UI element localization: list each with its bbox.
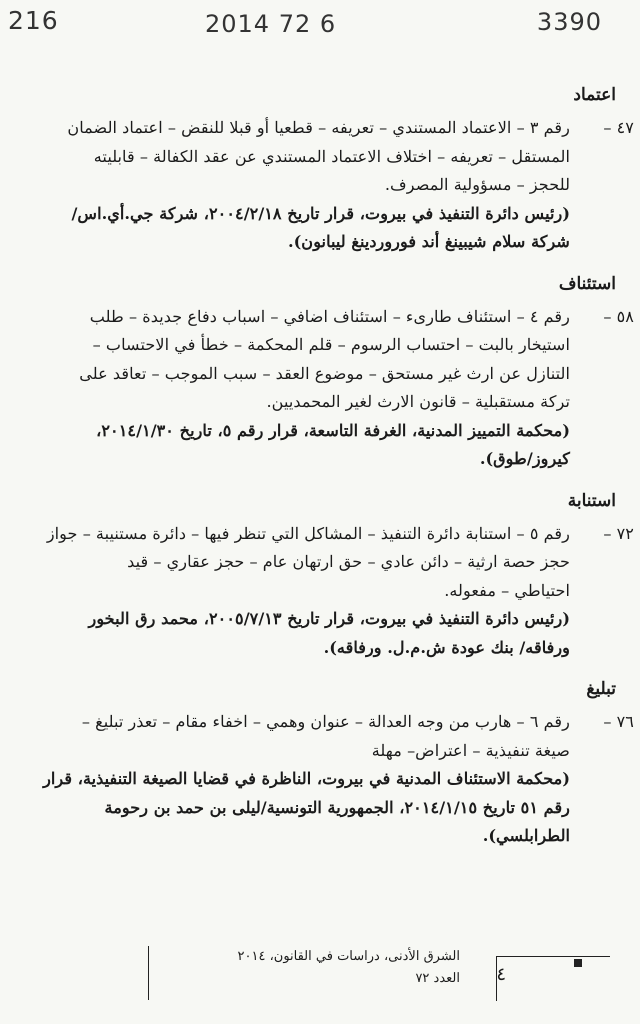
journal-issue: العدد ٧٢ — [415, 971, 460, 986]
entry-line: رقم ٣ – الاعتماد المستندي – تعريفه – قطعيا أو قبلا للنقض – اعتماد الضمان — [67, 118, 570, 137]
entry-line: رقم ٥ – استنابة دائرة التنفيذ – المشاكل التي تنظر فيها – دائرة مستنيبة – جواز — [46, 523, 570, 543]
index-entry — [34, 520, 634, 663]
entry-line: رقم ٤ – استئناف طارىء – استئناف اضافي – اسباب دفاع جديدة – طلب — [89, 306, 570, 326]
entry-line: للحجز – مسؤولية المصرف. — [384, 175, 570, 194]
entry-reference: شركة سلام شيبينغ أند فوروردينغ ليبانون). — [288, 232, 570, 251]
handwritten-note-left: 216 — [8, 6, 59, 35]
section-title: استئناف — [558, 273, 616, 294]
handwritten-note-right: 3390 — [536, 8, 602, 36]
section-title: استنابة — [567, 490, 616, 511]
entry-reference: (محكمة التمييز المدنية، الغرفة التاسعة، قرار رقم ٥، تاريخ ٢٠١٤/١/٣٠، — [96, 420, 570, 440]
journal-citation — [238, 946, 461, 990]
entry-reference: كيروز/طوق). — [479, 449, 570, 468]
section-istinaba — [34, 488, 634, 663]
page-number: ٤ — [496, 964, 506, 985]
entry-reference: ورفاقه/ بنك عودة ش.م.ل. ورفاقه). — [323, 637, 570, 657]
entry-number: ٥٨ – — [603, 306, 634, 326]
index-entry — [34, 114, 634, 257]
entry-number: ٧٦ – — [603, 712, 634, 731]
footer-square-mark — [574, 959, 582, 967]
entry-reference: رقم ٥١ تاريخ ٢٠١٤/١/١٥، الجمهورية التونسية/ليلى بن حمد بن رحومة — [104, 797, 570, 817]
journal-title: الشرق الأدنى، دراسات في القانون، ٢٠١٤ — [237, 949, 460, 964]
entry-line: تركة مستقبلية – قانون الارث لغير المحمديين. — [266, 392, 570, 411]
index-entry — [34, 303, 634, 474]
page-footer — [40, 946, 610, 1002]
section-itimad — [34, 82, 634, 257]
section-title: تبليغ — [586, 679, 616, 699]
entry-line: رقم ٦ – هارب من وجه العدالة – عنوان وهمي – اخفاء مقام – تعذر تبليغ – — [81, 712, 570, 731]
entry-line: صيغة تنفيذية – اعتراض– مهلة — [371, 740, 570, 760]
entry-reference: (رئيس دائرة التنفيذ في بيروت، قرار تاريخ ٢٠٠٥/٧/١٣، محمد رق البخور — [88, 609, 570, 628]
footer-page-box — [496, 956, 610, 1001]
entry-line: احتياطي – مفعوله. — [444, 580, 570, 600]
entry-line: حجز حصة ارثية – دائن عادي – حق ارتهان عام – حجز عقاري – قيد — [127, 552, 570, 571]
section-tabligh — [34, 676, 634, 851]
entry-reference: (رئيس دائرة التنفيذ في بيروت، قرار تاريخ ٢٠٠٤/٢/١٨، شركة جي.أي.اس/ — [71, 203, 570, 223]
handwritten-note-center: 2014 72 6 — [205, 10, 337, 38]
entry-reference: الطرابلسي). — [482, 826, 570, 845]
document-body — [34, 82, 634, 857]
entry-line: المستقل – تعريفه – اختلاف الاعتماد المستندي عن عقد الكفالة – قابليته — [93, 146, 570, 166]
index-entry — [34, 708, 634, 851]
entry-number: ٤٧ – — [603, 118, 634, 137]
entry-number: ٧٢ – — [603, 523, 634, 543]
section-title: اعتماد — [573, 85, 616, 105]
section-istinaf — [34, 271, 634, 474]
entry-reference: (محكمة الاستئناف المدنية في بيروت، الناظرة في قضايا الصيغة التنفيذية، قرار — [43, 769, 570, 788]
entry-line: التنازل عن ارث غير مستحق – موضوع العقد – سبب الموجب – تعاقد على — [79, 363, 570, 383]
entry-line: استيخار بالبت – احتساب الرسوم – قلم المحكمة – خطأ في الاحتساب – — [92, 335, 570, 354]
